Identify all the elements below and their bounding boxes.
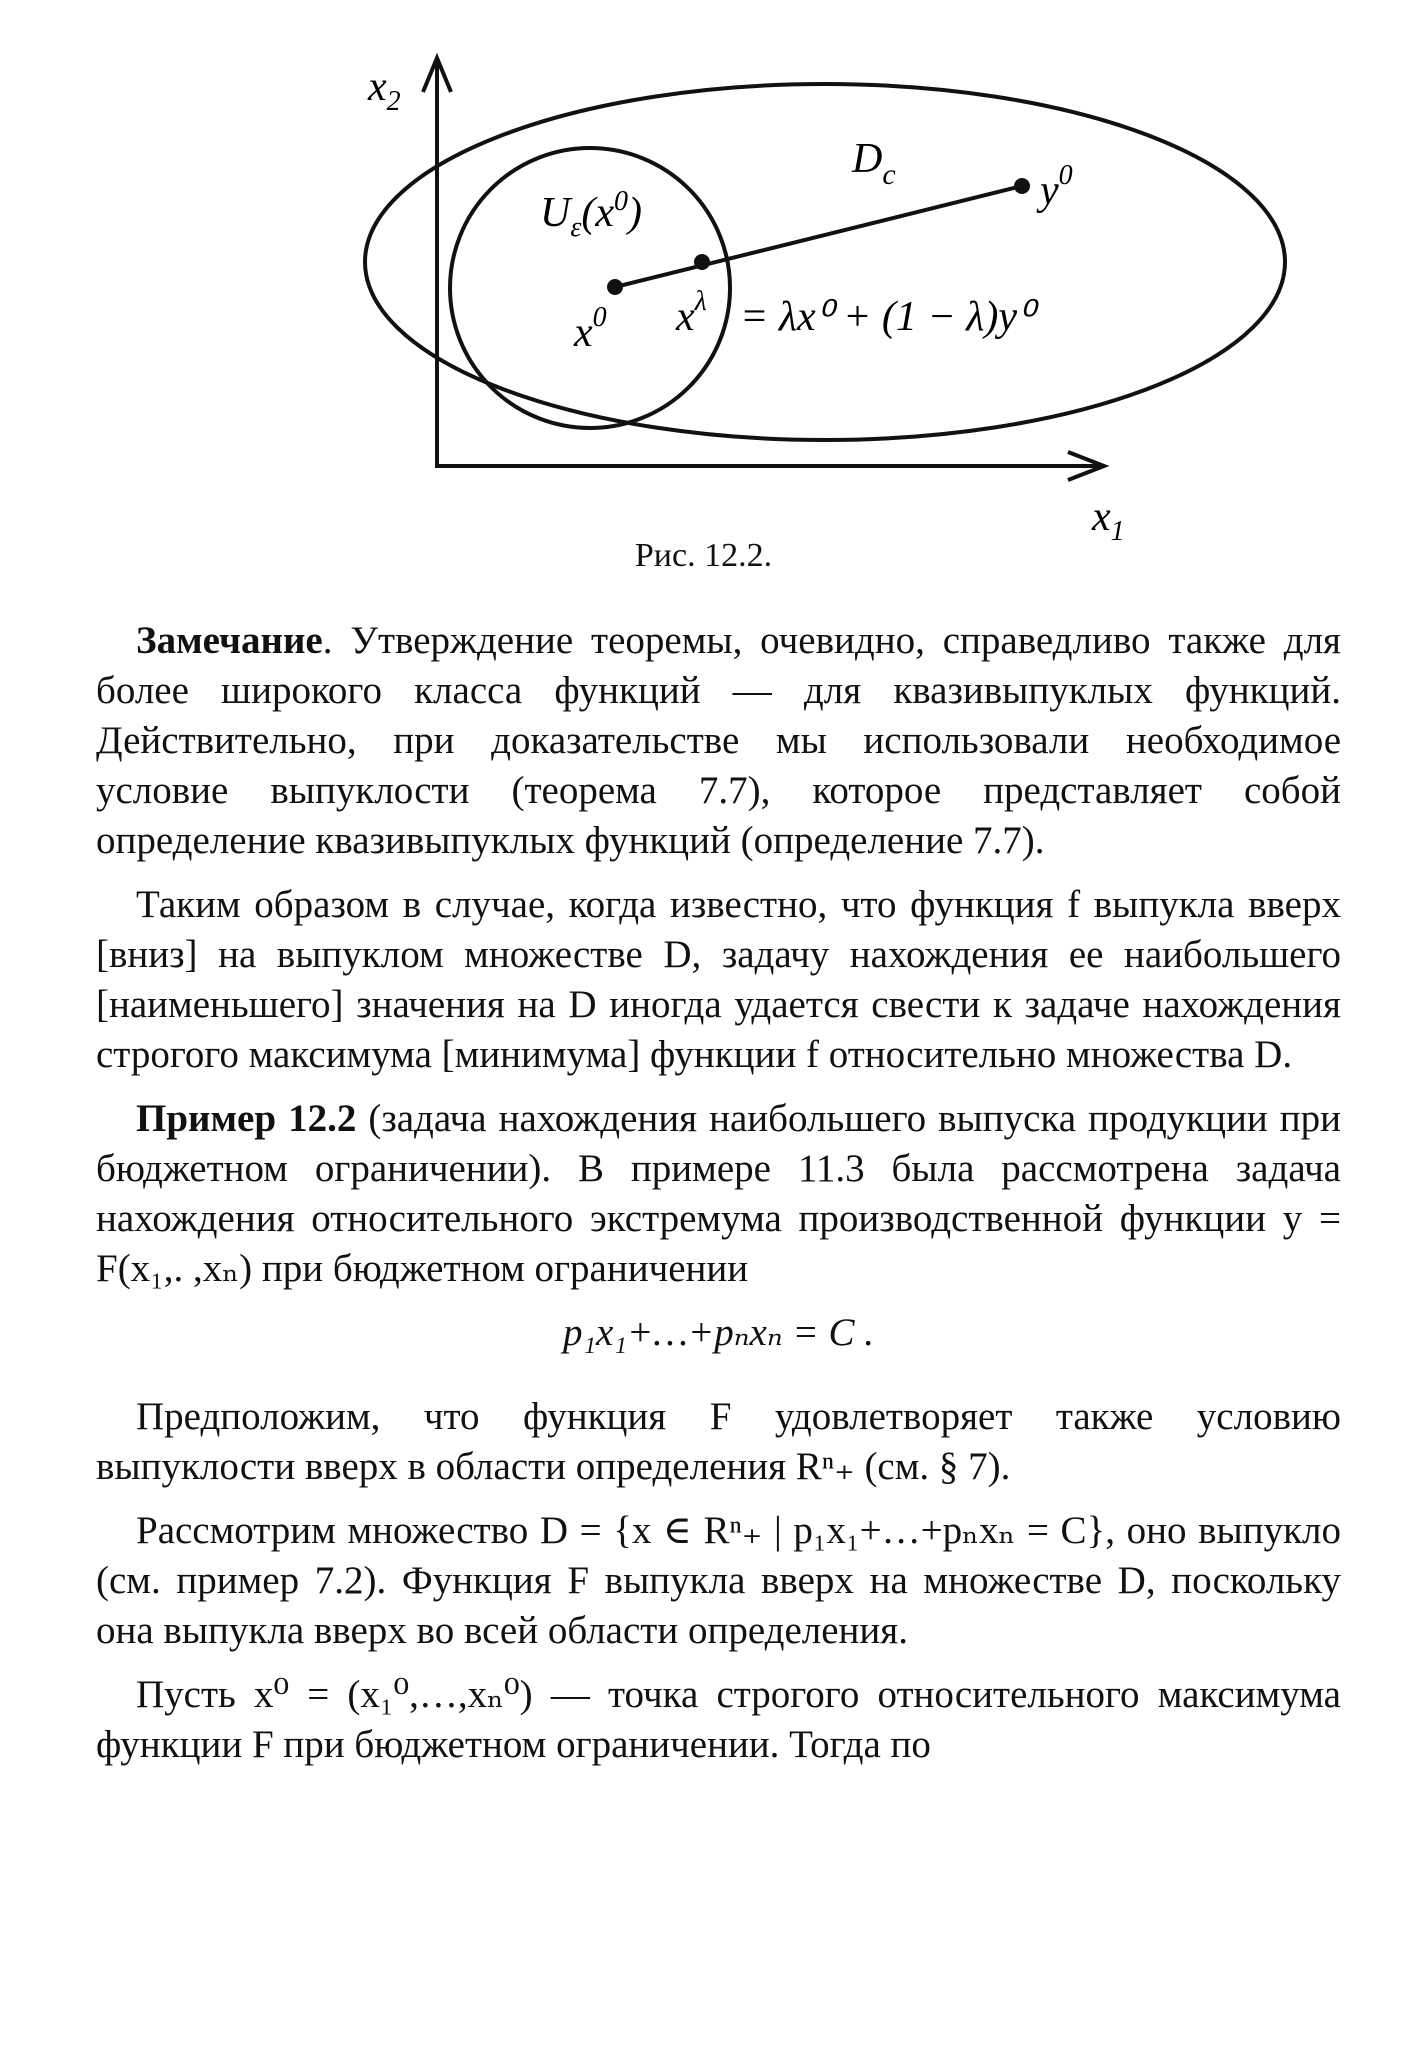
figure-caption: Рис. 12.2. [634,537,773,574]
example-heading: Пример 12.2 [136,1097,357,1140]
label-xlambda: $x^\lambda$ [676,286,707,340]
paragraph-5: Рассмотрим множество D = {x ∈ Rⁿ₊ | p₁x₁+…+pₙxₙ = C}, оно выпукло (см. пример 7.2). Функция F выпукла вверх на множестве D, поскольку она выпукла вверх во всей области определения. [96,1509,1341,1652]
paragraph-6: Пусть x⁰ = (x₁⁰,…,xₙ⁰) — точка строгого относительного максимума функции F при бюджетном ограничении. Тогда по [96,1673,1341,1766]
point-y0 [1014,178,1030,194]
point-xlambda [694,254,710,270]
remark-body: . Утверждение теоремы, очевидно, справедливо также для более широкого класса функций — для квазивыпуклых функций. Действительно, при доказательстве мы использовали необходимое условие выпуклости (теорема 7.7), которое представляет собой определение квазивыпуклых функций (определение 7.7). [96,619,1341,862]
point-x0 [607,279,623,295]
body-text [96,616,1341,1770]
label-x1: $x_1$ [1092,494,1125,547]
label-x2: $x_2$ [368,64,401,117]
label-u-eps: $U_\varepsilon(x^0)$ [540,186,643,243]
set-dc-ellipse [365,84,1285,440]
label-x0: $x^0$ [574,302,607,356]
remark-heading: Замечание [136,619,323,662]
label-formula: = λx⁰ + (1 − λ)y⁰ [740,294,1034,340]
paragraph-4: Предположим, что функция F удовлетворяет также условию выпуклости вверх в области определения Rⁿ₊ (см. § 7). [96,1395,1341,1488]
figure-12-2 [0,0,1407,600]
label-dc: $D_c$ [852,136,896,191]
example-paragraph [96,1094,1341,1294]
budget-equation: p₁x₁+…+pₙxₙ = C . [563,1311,874,1354]
paragraph-2: Таким образом в случае, когда известно, что функция f выпукла вверх [вниз] на выпуклом множестве D, задачу нахождения ее наибольшего [наименьшего] значения на D иногда удается свести к задаче нахождения строгого максимума [минимума] функции f относительно множества D. [96,883,1341,1076]
remark-paragraph [96,616,1341,866]
example-body: (задача нахождения наибольшего выпуска продукции при бюджетном ограничении). В примере 11.3 была рассмотрена задача нахождения относительного экстремума производственной функции y = F(x₁,. ,xₙ) при бюджетном ограничении [96,1097,1341,1290]
segment-x0-y0 [615,186,1022,287]
label-y0: $y^0$ [1040,160,1073,214]
